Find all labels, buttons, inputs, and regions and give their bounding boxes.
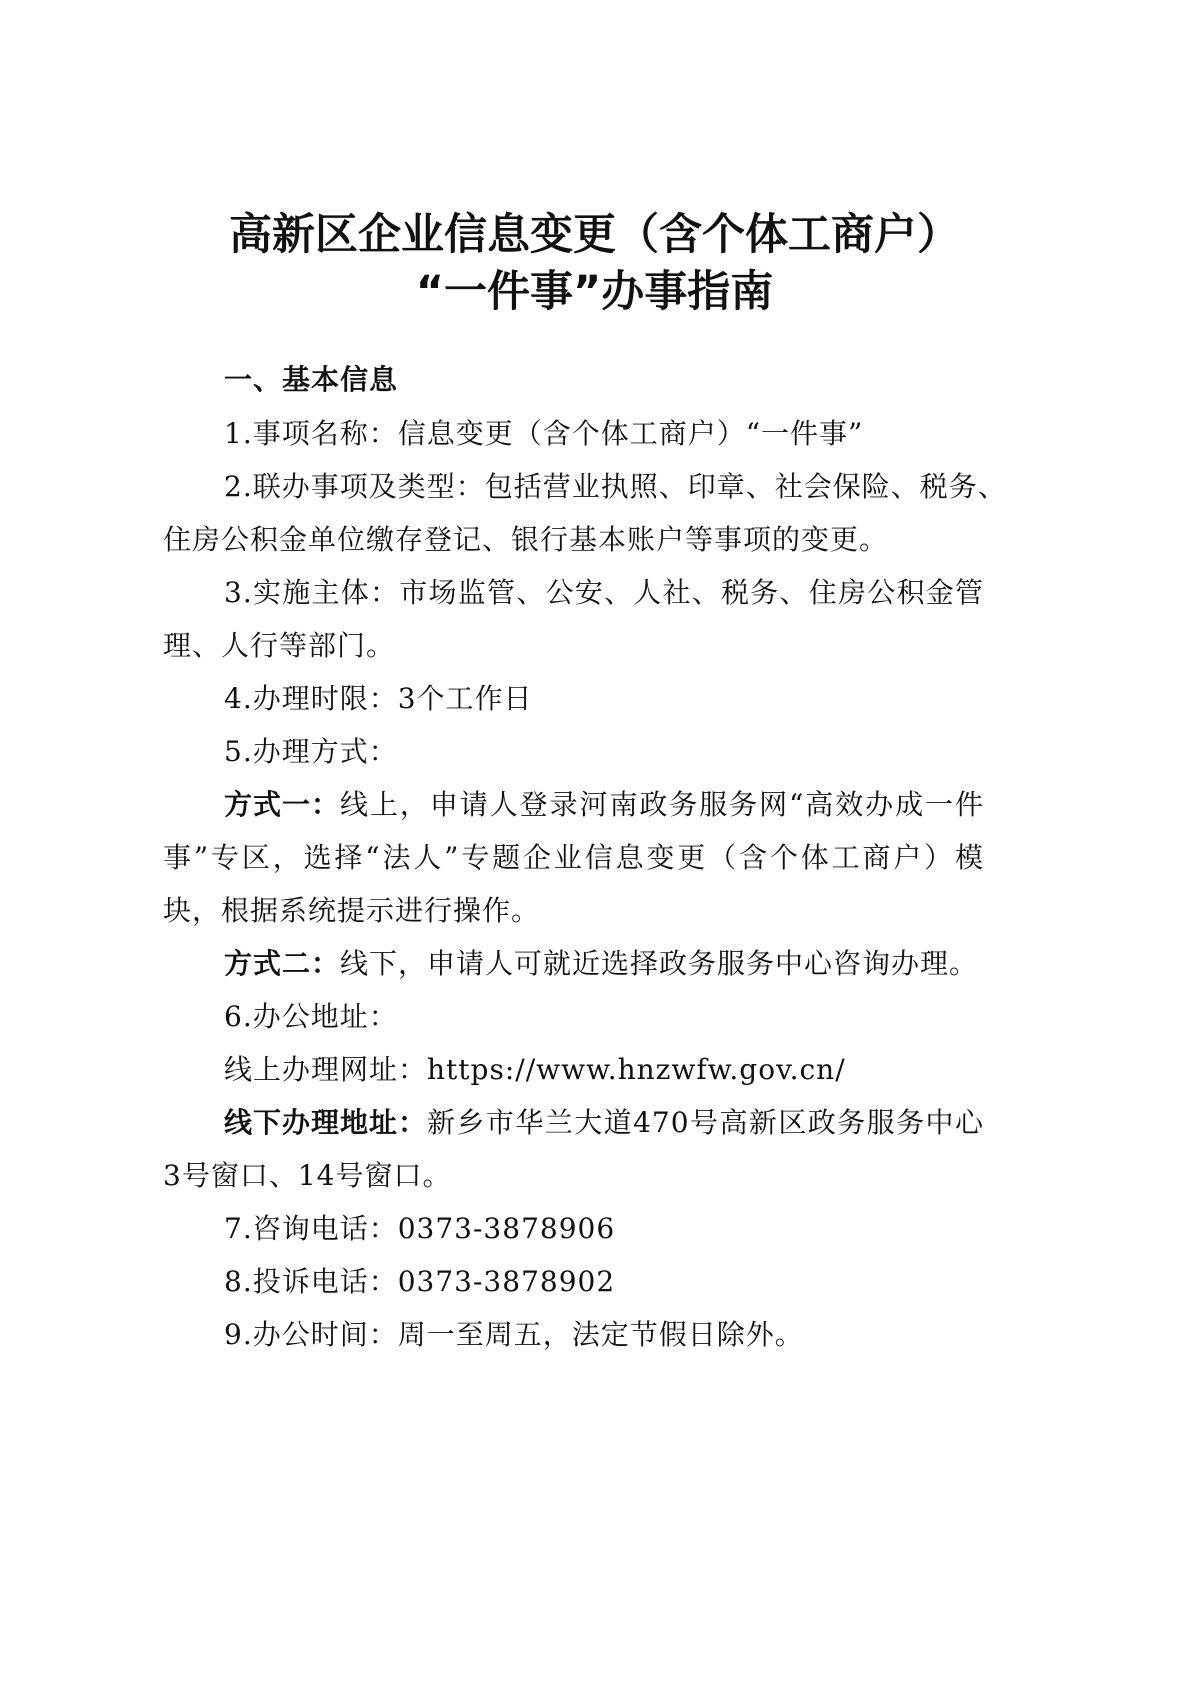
method-one-line-1 (224, 785, 984, 825)
section-heading-basic-info: 一、基本信息 (224, 363, 399, 396)
item-handling-method: 5.办理方式： (224, 735, 398, 768)
method-two-line (224, 944, 978, 984)
method-one-label: 方式一： (224, 788, 341, 821)
method-one-line-3: 块，根据系统提示进行操作。 (163, 894, 541, 927)
item-implementing-body-line-1: 3.实施主体：市场监管、公安、人社、税务、住房公积金管 (224, 576, 984, 609)
offline-address-label: 线下办理地址： (224, 1106, 428, 1139)
offline-address-text: 新乡市华兰大道470号高新区政务服务中心 (427, 1106, 984, 1139)
item-consult-phone: 7.咨询电话：0373-3878906 (224, 1212, 616, 1245)
item-time-limit: 4.办理时限：3个工作日 (224, 682, 533, 715)
item-complaint-phone: 8.投诉电话：0373-3878902 (224, 1265, 616, 1298)
method-one-line-2: 事”专区，选择“法人”专题企业信息变更（含个体工商户）模 (163, 841, 984, 874)
offline-address-line-2: 3号窗口、14号窗口。 (163, 1159, 452, 1192)
item-joint-matters-line-2: 住房公积金单位缴存登记、银行基本账户等事项的变更。 (163, 523, 889, 556)
item-implementing-body-line-2: 理、人行等部门。 (163, 629, 396, 662)
document-title-line-1: 高新区企业信息变更（含个体工商户） (229, 210, 960, 260)
method-two-label: 方式二： (224, 947, 341, 980)
document-title-line-2: “一件事”办事指南 (415, 267, 774, 317)
item-office-hours: 9.办公时间：周一至周五，法定节假日除外。 (224, 1318, 804, 1351)
method-one-text: 线上，申请人登录河南政务服务网“高效办成一件 (340, 788, 984, 821)
item-office-address: 6.办公地址： (224, 1000, 398, 1033)
offline-address-line-1 (224, 1103, 984, 1143)
method-two-text: 线下，申请人可就近选择政务服务中心咨询办理。 (340, 947, 979, 980)
online-url: 线上办理网址：https://www.hnzwfw.gov.cn/ (224, 1053, 846, 1086)
item-name: 1.事项名称：信息变更（含个体工商户）“一件事” (224, 417, 864, 450)
item-joint-matters-line-1: 2.联办事项及类型：包括营业执照、印章、社会保险、税务、 (224, 470, 1007, 503)
